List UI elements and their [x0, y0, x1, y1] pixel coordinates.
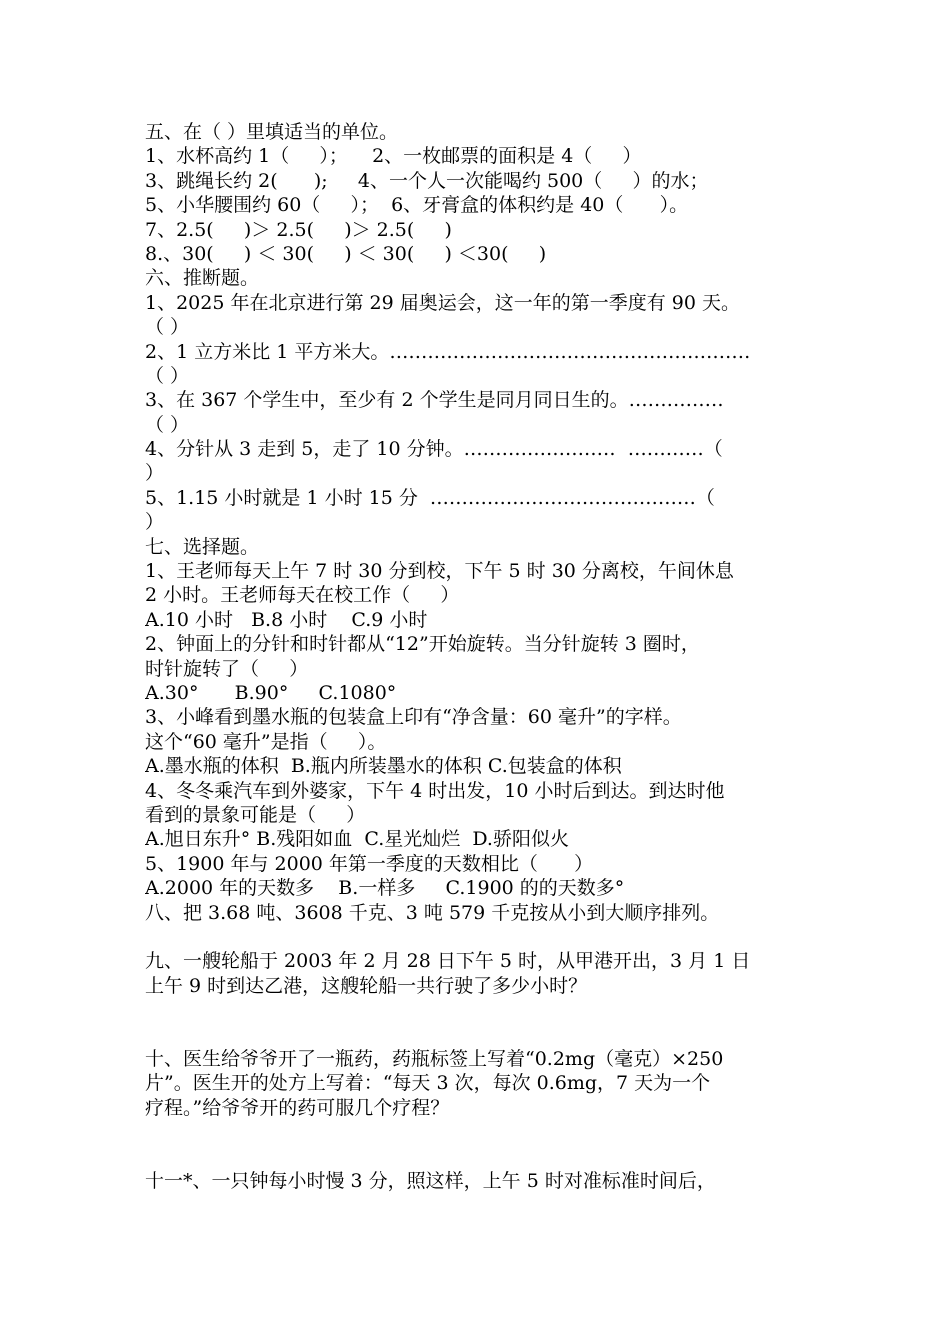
- question-line: 疗程。”给爷爷开的药可服几个疗程？: [145, 1096, 450, 1119]
- section-8-ordering: [145, 901, 810, 925]
- answer-bracket: （ ）: [145, 316, 190, 339]
- section-5-units: [145, 120, 810, 266]
- question-line: 1、2025 年在北京进行第 29 届奥运会，这一年的第一季度有 90 天。: [145, 291, 740, 314]
- answer-bracket: ）: [145, 511, 165, 534]
- question-line: 这个“60 毫升”是指（ ）。: [145, 730, 387, 753]
- question-line: 时针旋转了（ ）: [145, 657, 309, 680]
- answer-bracket: ）: [145, 462, 165, 485]
- question-line: 十一*、一只钟每小时慢 3 分，照这样，上午 5 时对准标准时间后，: [145, 1169, 716, 1192]
- section-10-medicine: [145, 1047, 810, 1120]
- question-line: 2、1 立方米比 1 平方米大。…………………………………………………: [145, 340, 751, 363]
- options-line: A.旭日东升° B.残阳如血 C.星光灿烂 D.骄阳似火: [145, 828, 569, 851]
- question-line: 4、冬冬乘汽车到外婆家，下午 4 时出发，10 小时后到达。到达时他: [145, 779, 725, 802]
- options-line: A.2000 年的天数多 B.一样多 C.1900 的的天数多°: [145, 877, 625, 900]
- answer-bracket: （ ）: [145, 364, 190, 387]
- question-line: 3、在 367 个学生中，至少有 2 个学生是同月同日生的。……………: [145, 389, 724, 412]
- answer-space: [145, 998, 810, 1047]
- question-line: 5、1900 年与 2000 年第一季度的天数相比（ ）: [145, 852, 594, 875]
- section-7-choice: [145, 535, 810, 901]
- section-6-judgement: [145, 266, 810, 534]
- question-line: 7、2.5( )＞ 2.5( )＞ 2.5( ): [145, 218, 452, 241]
- answer-space: [145, 925, 810, 949]
- question-line: 2 小时。王老师每天在校工作（ ）: [145, 584, 460, 607]
- question-line: 4、分针从 3 走到 5，走了 10 分钟。…………………… …………（: [145, 438, 723, 461]
- document-page: [145, 120, 810, 1193]
- options-line: A.30° B.90° C.1080°: [145, 681, 397, 704]
- options-line: A.10 小时 B.8 小时 C.9 小时: [145, 608, 428, 631]
- question-line: 2、钟面上的分针和时针都从“12”开始旋转。当分针旋转 3 圈时，: [145, 633, 700, 656]
- section-9-ship: [145, 949, 810, 998]
- question-line: 1、水杯高约 1（ ）； 2、一枚邮票的面积是 4（ ）: [145, 145, 642, 168]
- question-line: 3、跳绳长约 2( ); 4、一个人一次能喝约 500（ ）的水；: [145, 169, 709, 192]
- question-line: 看到的景象可能是（ ）: [145, 803, 366, 826]
- question-line: 上午 9 时到达乙港，这艘轮船一共行驶了多少小时？: [145, 974, 588, 997]
- section-heading: 五、在（ ）里填适当的单位。: [145, 121, 399, 143]
- question-line: 5、小华腰围约 60（ ）； 6、牙膏盒的体积约是 40（ ）。: [145, 194, 689, 217]
- section-heading: 六、推断题。: [145, 267, 260, 290]
- answer-space: [145, 1120, 810, 1169]
- question-line: 十、医生给爷爷开了一瓶药，药瓶标签上写着“0.2mg（毫克）×250: [145, 1047, 724, 1070]
- question-line: 九、一艘轮船于 2003 年 2 月 28 日下午 5 时，从甲港开出，3 月 1 日: [145, 950, 751, 973]
- question-line: 片”。医生开的处方上写着：“每天 3 次，每次 0.6mg，7 天为一个: [145, 1072, 711, 1095]
- question-line: 1、王老师每天上午 7 时 30 分到校，下午 5 时 30 分离校，午间休息: [145, 560, 734, 583]
- question-line: 3、小峰看到墨水瓶的包装盒上印有“净含量：60 毫升”的字样。: [145, 706, 682, 729]
- section-heading: 七、选择题。: [145, 535, 260, 558]
- question-line: 5、1.15 小时就是 1 小时 15 分 ……………………………………（: [145, 486, 715, 509]
- options-line: A.墨水瓶的体积 B.瓶内所装墨水的体积 C.包装盒的体积: [145, 755, 622, 778]
- answer-bracket: （ ）: [145, 413, 190, 436]
- question-line: 8.、30( ) ＜ 30( ) ＜ 30( ) ＜30( ): [145, 242, 547, 265]
- section-11-clock: [145, 1169, 810, 1193]
- question-line: 八、把 3.68 吨、3608 千克、3 吨 579 千克按从小到大顺序排列。: [145, 901, 720, 924]
